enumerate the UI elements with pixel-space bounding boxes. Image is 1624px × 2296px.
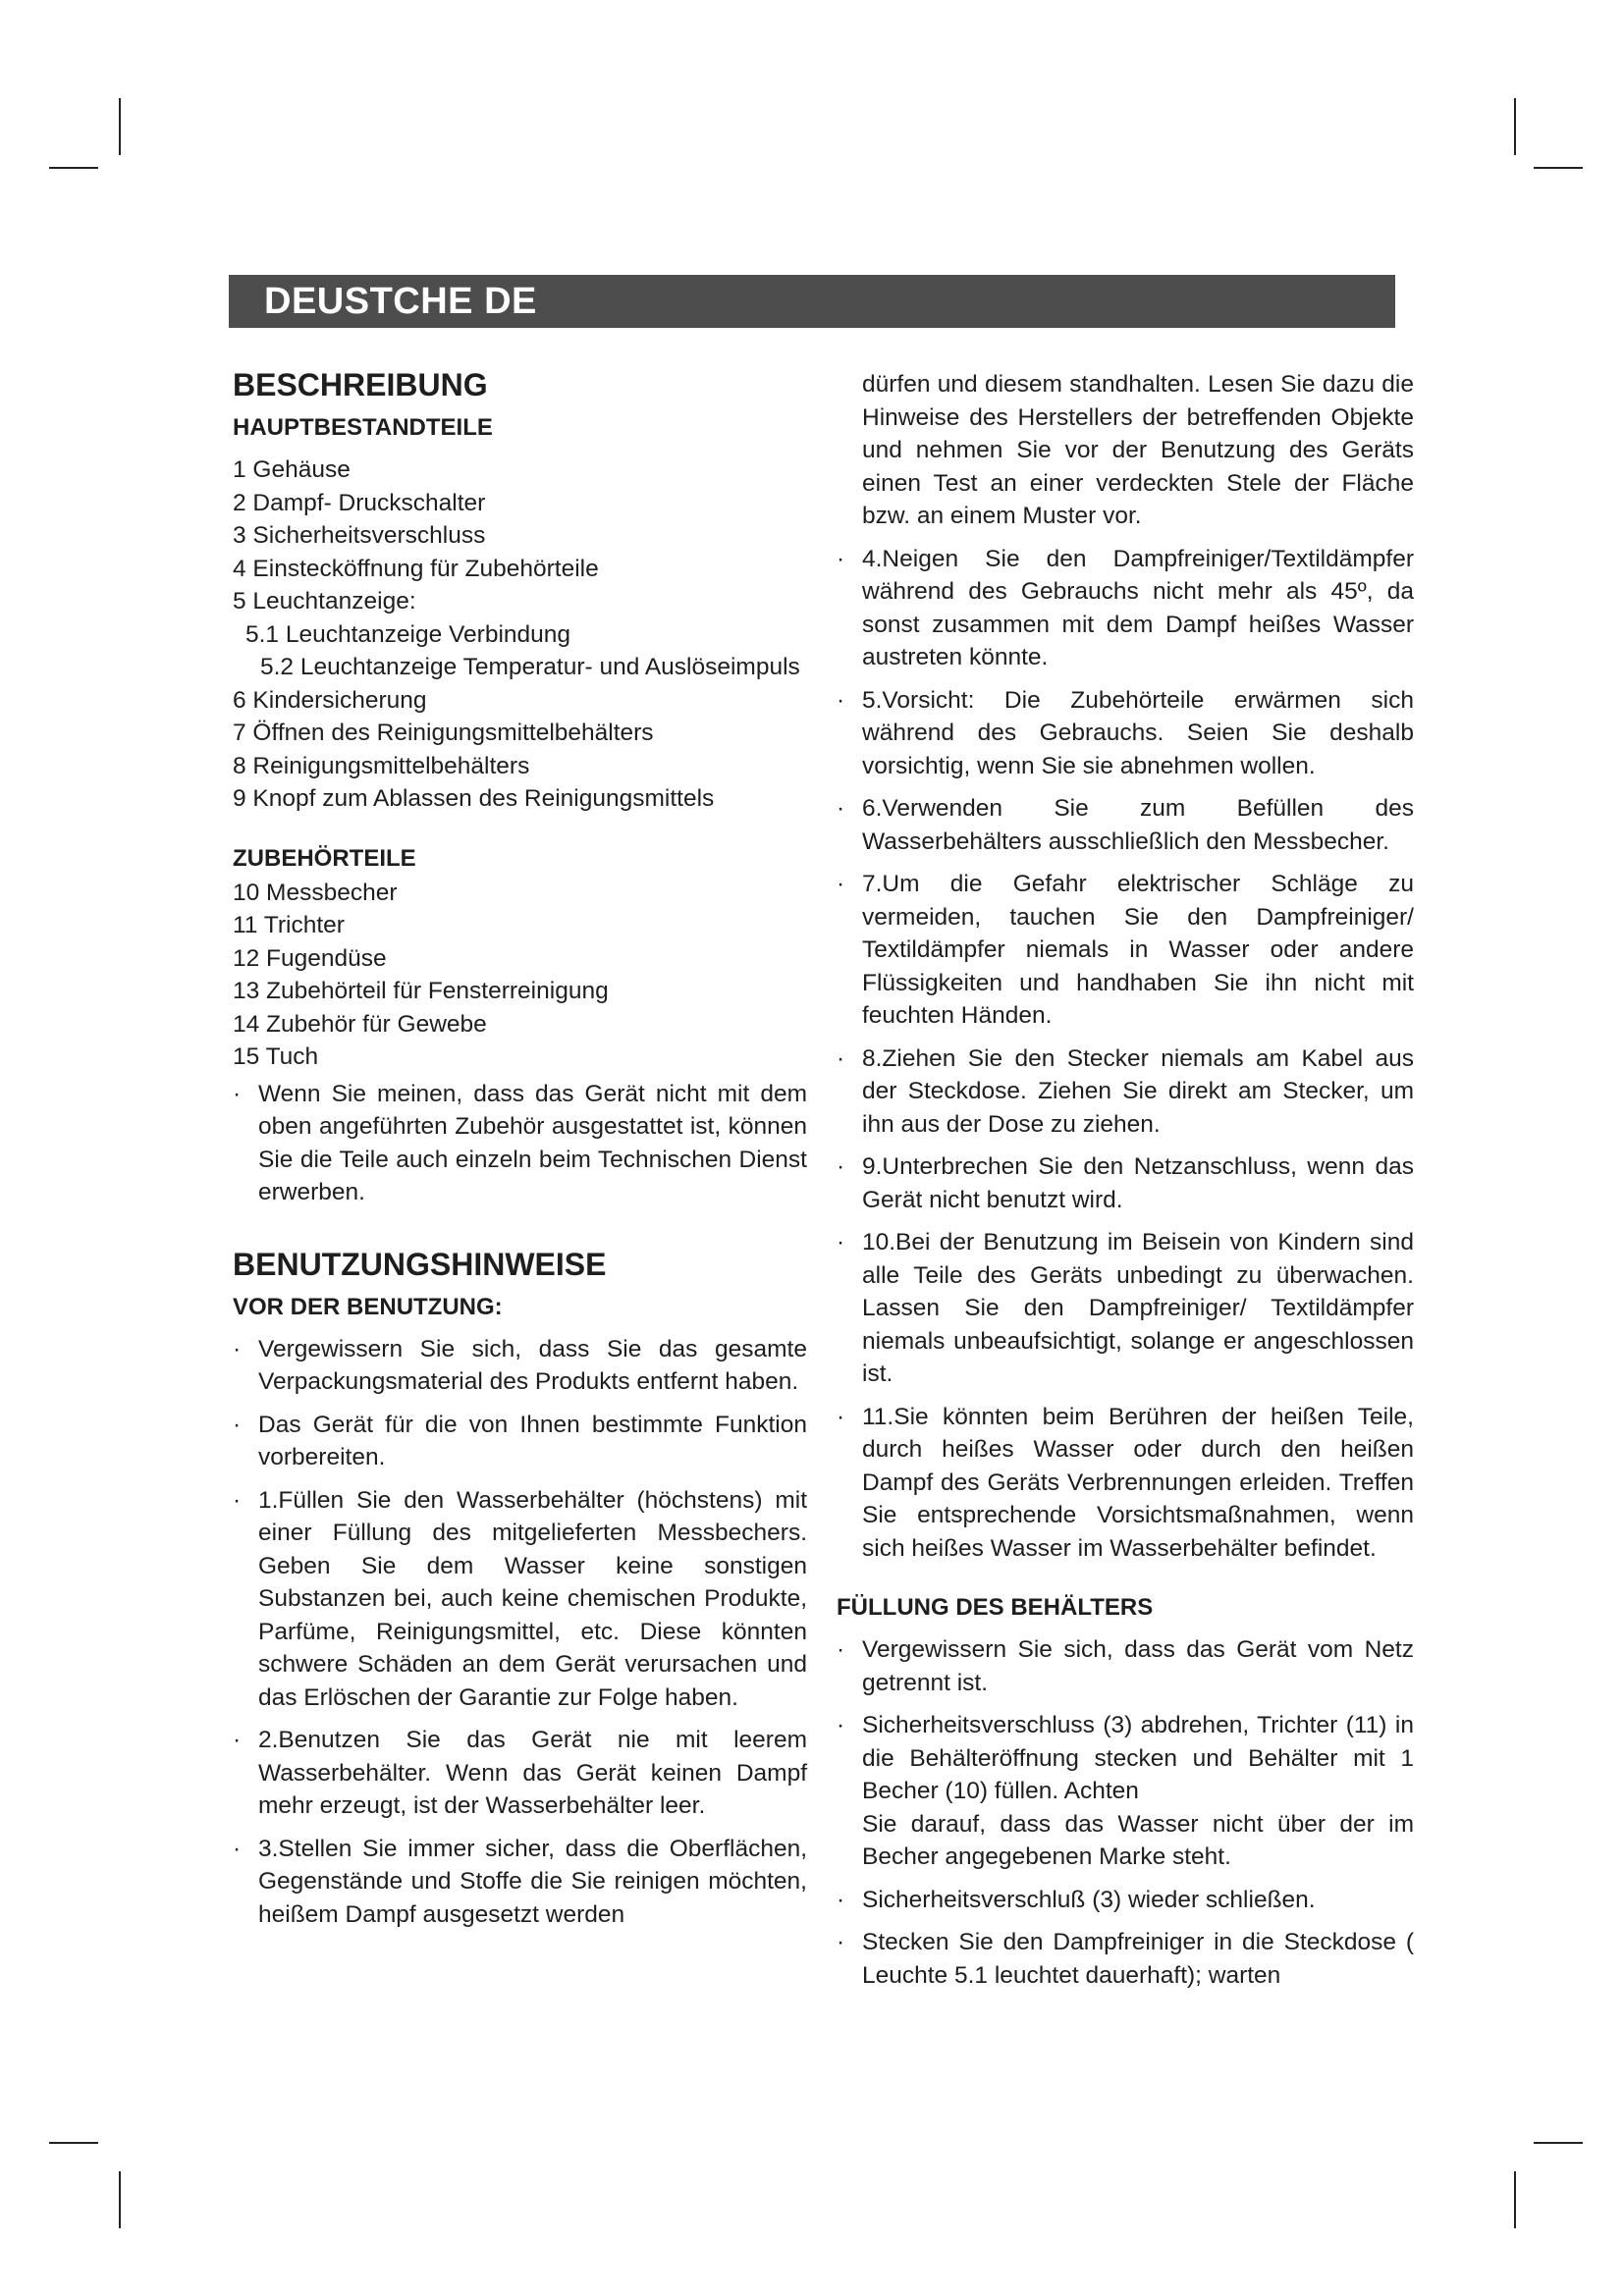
crop-mark-bottom-right-horizontal: [1534, 2142, 1583, 2144]
list-item: 2 Dampf- Druckschalter: [233, 489, 486, 516]
list-item: 8 Reinigungsmittelbehälters: [233, 752, 530, 779]
list-item: 11 Trichter: [233, 912, 345, 938]
crop-mark-top-right-horizontal: [1534, 167, 1583, 169]
list-item: · Sicherheitsverschluss (3) abdrehen, Trichter (11) in die Behälteröffnung stecken und Behälter mit 1 Becher (10) füllen. Achten: [837, 1709, 1414, 1808]
list-item: · 10.Bei der Benutzung im Beisein von Kindern sind alle Teile des Geräts unbedingt zu überwachen. Lassen Sie den Dampfreiniger/ Textildämpfer niemals unbeaufsichtigt, solange er angeschlossen ist.: [837, 1226, 1414, 1391]
beschreibung-heading: BESCHREIBUNG: [233, 367, 488, 402]
list-item: · Vergewissern Sie sich, dass Sie das gesamte Verpackungsmaterial des Produkts entfernt haben.: [233, 1333, 807, 1399]
bullet-icon: ·: [837, 1403, 845, 1430]
list-item: 5.2 Leuchtanzeige Temperatur- und Auslöseimpuls: [260, 654, 800, 680]
crop-mark-top-right-vertical: [1514, 98, 1516, 155]
list-item: · 7.Um die Gefahr elektrischer Schläge zu vermeiden, tauchen Sie den Dampfreiniger/ Textildämpfer niemals in Wasser oder andere Flüssigkeiten und handhaben Sie ihn nicht mit feuchten Händen.: [837, 868, 1414, 1033]
crop-mark-top-left-vertical: [119, 98, 121, 155]
crop-mark-bottom-right-vertical: [1514, 2171, 1516, 2228]
list-item: · Das Gerät für die von Ihnen bestimmte Funktion vorbereiten.: [233, 1409, 807, 1474]
list-item: 6 Kindersicherung: [233, 686, 427, 714]
hauptbestandteile-heading: HAUPTBESTANDTEILE: [233, 414, 493, 441]
zubehoerteile-list: [233, 877, 807, 1074]
crop-mark-top-left-horizontal: [49, 167, 98, 169]
list-item: · 3.Stellen Sie immer sicher, dass die Oberflächen, Gegenstände und Stoffe die Sie reinigen möchten, heißem Dampf ausgesetzt werden: [233, 1833, 807, 1932]
list-item: 5 Leuchtanzeige:: [233, 588, 416, 614]
list-item: 9 Knopf zum Ablassen des Reinigungsmittels: [233, 785, 715, 812]
bullet-icon: ·: [837, 545, 845, 572]
bullet-icon: ·: [837, 871, 845, 897]
crop-mark-bottom-left-horizontal: [49, 2142, 98, 2144]
list-item: 13 Zubehörteil für Fensterreinigung: [233, 978, 609, 1004]
bullet-icon: ·: [233, 1335, 242, 1362]
list-item: · 9.Unterbrechen Sie den Netzanschluss, wenn das Gerät nicht benutzt wird.: [837, 1150, 1414, 1216]
bullet-icon: ·: [837, 686, 845, 714]
vor-der-benutzung-heading: VOR DER BENUTZUNG:: [233, 1293, 503, 1320]
bullet-icon: ·: [837, 1229, 845, 1255]
safety-list: [837, 543, 1414, 1566]
vor-der-benutzung-list: [233, 1333, 807, 1932]
list-item: 14 Zubehör für Gewebe: [233, 1010, 487, 1038]
fuellung-item2-continuation: Sie darauf, dass das Wasser nicht über der im Becher angegebenen Marke steht.: [862, 1810, 1414, 1870]
list-item: · 6.Verwenden Sie zum Befüllen des Wasserbehälters ausschließlich den Messbecher.: [837, 792, 1414, 858]
list-item: 3 Sicherheitsverschluss: [233, 522, 486, 549]
benutzungshinweise-heading: BENUTZUNGSHINWEISE: [233, 1246, 607, 1282]
list-item: · Stecken Sie den Dampfreiniger in die Steckdose ( Leuchte 5.1 leuchtet dauerhaft); warten: [837, 1926, 1414, 1992]
bullet-icon: ·: [837, 1712, 845, 1738]
list-item: 7 Öffnen des Reinigungsmittelbehälters: [233, 720, 654, 746]
left-column: [233, 365, 807, 1941]
bullet-icon: ·: [233, 1411, 242, 1438]
list-item: · 11.Sie könnten beim Berühren der heißen Teile, durch heißes Wasser oder durch den heißen Dampf des Geräts Verbrennungen erleiden. Treffen Sie entsprechende Vorsichtsmaßnahmen, wenn sich heißes Wasser im Wasserbehälter befindet.: [837, 1401, 1414, 1566]
bullet-icon: ·: [837, 1153, 845, 1180]
bullet-icon: ·: [837, 1636, 845, 1663]
fuellung-list-cont: [837, 1884, 1414, 1993]
banner-title: DEUSTCHE DE: [264, 281, 537, 322]
hauptbestandteile-list: [233, 454, 807, 816]
bullet-icon: ·: [233, 1486, 242, 1514]
list-item: · Wenn Sie meinen, dass das Gerät nicht mit dem oben angeführten Zubehör ausgestattet ist, können Sie die Teile auch einzeln beim Technischen Dienst erwerben.: [233, 1078, 807, 1209]
crop-mark-bottom-left-vertical: [119, 2171, 121, 2228]
list-item: · 2.Benutzen Sie das Gerät nie mit leerem Wasserbehälter. Wenn das Gerät keinen Dampf mehr erzeugt, ist der Wasserbehälter leer.: [233, 1724, 807, 1823]
list-item: · Vergewissern Sie sich, dass das Gerät vom Netz getrennt ist.: [837, 1633, 1414, 1699]
fuellung-list: [837, 1633, 1414, 1808]
bullet-icon: ·: [233, 1727, 242, 1753]
bullet-icon: ·: [837, 1929, 845, 1955]
bullet-icon: ·: [233, 1835, 242, 1862]
list-item: · 1.Füllen Sie den Wasserbehälter (höchstens) mit einer Füllung des mitgelieferten Messbechers. Geben Sie dem Wasser keine sonstigen Substanzen bei, auch keine chemischen Produkte, Parfüme, Reinigungsmittel, etc. Diese könnten schwere Schäden an dem Gerät verursachen und das Erlöschen der Garantie zur Folge haben.: [233, 1484, 807, 1715]
list-item: 4 Einstecköffnung für Zubehörteile: [233, 555, 599, 582]
bullet-icon: ·: [233, 1080, 242, 1107]
list-item: 5.1 Leuchtanzeige Verbindung: [245, 620, 571, 648]
list-item: 15 Tuch: [233, 1043, 319, 1070]
language-banner: [229, 275, 1395, 328]
list-item: · 5.Vorsicht: Die Zubehörteile erwärmen sich während des Gebrauchs. Seien Sie deshalb vorsichtig, wenn Sie sie abnehmen wollen.: [837, 684, 1414, 783]
continuation-paragraph: dürfen und diesem standhalten. Lesen Sie dazu die Hinweise des Herstellers der betreffenden Objekte und nehmen Sie vor der Benutzung des Geräts einen Test an einer verdeckten Stele der Fläche bzw. an einem Muster vor.: [862, 371, 1414, 529]
list-item: 1 Gehäuse: [233, 456, 351, 483]
bullet-icon: ·: [837, 1886, 845, 1913]
list-item: 12 Fugendüse: [233, 944, 387, 972]
list-item: · 4.Neigen Sie den Dampfreiniger/Textildämpfer während des Gebrauchs nicht mehr als 45º, da sonst zusammen mit dem Dampf heißes Wasser austreten könnte.: [837, 543, 1414, 674]
fuellung-heading: FÜLLUNG DES BEHÄLTERS: [837, 1594, 1154, 1621]
zubehoer-note-list: [233, 1078, 807, 1209]
right-column: [837, 368, 1414, 2002]
list-item: · 8.Ziehen Sie den Stecker niemals am Kabel aus der Steckdose. Ziehen Sie direkt am Stecker, um ihn aus der Dose zu ziehen.: [837, 1042, 1414, 1142]
list-item: 10 Messbecher: [233, 879, 398, 906]
bullet-icon: ·: [837, 795, 845, 822]
zubehoerteile-heading: ZUBEHÖRTEILE: [233, 844, 416, 872]
bullet-icon: ·: [837, 1044, 845, 1072]
list-item: · Sicherheitsverschluß (3) wieder schließen.: [837, 1884, 1414, 1917]
